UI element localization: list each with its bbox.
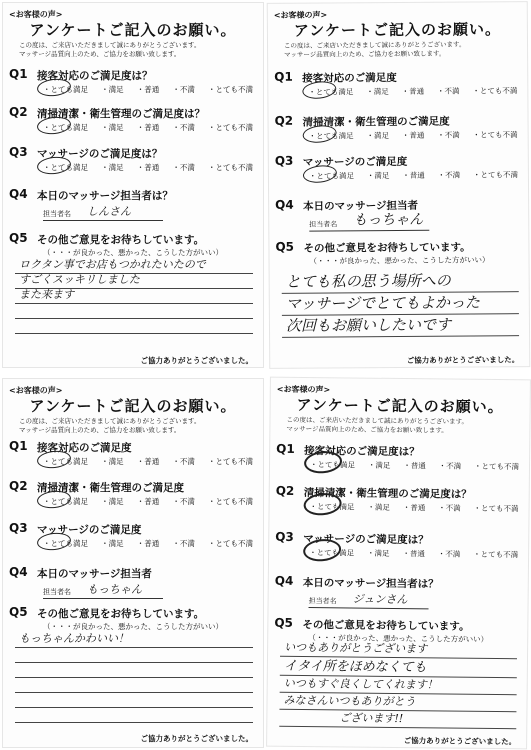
staff-name-handwritten: しんさん [87, 205, 131, 218]
voice-tag: <お客様の声> [273, 10, 328, 20]
option-satisfied[interactable]: ・満足 [366, 87, 389, 97]
option-satisfied[interactable]: ・満足 [367, 460, 391, 470]
question-4: Q4 本日のマッサージ担当者 担当者名 もっちゃん [275, 196, 522, 198]
rating-options [43, 84, 257, 95]
option-very-dissatisfied[interactable]: ・とても不満 [473, 549, 519, 560]
comment-line: ございます!! [279, 710, 516, 729]
survey-card-1: <お客様の声> アンケートご記入のお願い。 この度は、ご来店いただきまして誠にありがとうございます。 マッサージ品質向上のため、ご協力をお願い致します。 Q1 接客対応のご満足度は？ ・とても満足 ・満足 ・普通 ・不満 ・とても不満 Q2 清掃清潔・衛生管理のご満足度は？ ・とても満足 ・満足 ・普通 ・不満 ・とても不満 Q3 マッサージのご満足度は？ ・とても満足 ・満足 ・普通 ・不満 ・とても不満 Q4 本日のマッサージ担当者は？ 担当者名 しんさん Q5 その他ご意見をお待ちしています。 （・・・が良かった、悪かった、こうした方がいい） ロクタン事でお店もつかれたいたので すごくスッキリしました また来ます ご協力ありがとうございました。 [2, 2, 264, 368]
option-normal[interactable]: ・普通 [402, 503, 426, 513]
option-dissatisfied[interactable]: ・不満 [437, 549, 461, 559]
survey-card-3: <お客様の声> アンケートご記入のお願い。 この度は、ご来店いただきまして誠にありがとうございます。 マッサージ品質向上のため、ご協力をお願い致します。 Q1 接客対応のご満足度 ・とても満足 ・満足 ・普通 ・不満 ・とても不満 Q2 清掃清潔・衛生管理のご満足度 ・とても満足 ・満足 ・普通 ・不満 ・とても不満 Q3 マッサージのご満足度 ・とても満足 ・満足 ・普通 ・不満 ・とても不満 Q4 本日のマッサージ担当者 担当者名 もっちゃん Q5 その他ご意見をお待ちしています。 （・・・が良かった、悪かった、こうした方がいい） もっちゃんかわいい！ ご協力ありがとうございました。 [2, 378, 264, 748]
question-2: Q2 清掃清潔・衛生管理のご満足度は？ ・とても満足 ・満足 ・普通 ・不満 ・とても不満 [276, 484, 523, 487]
question-5: Q5 その他ご意見をお待ちしています。 （・・・が良かった、悪かった、こうした方がいい） [275, 239, 490, 266]
option-very-dissatisfied[interactable]: ・とても不満 [208, 497, 253, 506]
option-very-dissatisfied[interactable]: ・とても不満 [472, 130, 518, 140]
option-dissatisfied[interactable]: ・不満 [436, 86, 460, 96]
option-very-satisfied[interactable]: ・とても満足 [310, 501, 355, 512]
comment-area[interactable] [15, 259, 253, 334]
comment-line [15, 304, 253, 319]
option-dissatisfied[interactable]: ・不満 [437, 130, 460, 140]
comment-line [15, 663, 253, 678]
option-normal[interactable]: ・普通 [136, 85, 160, 94]
rating-options [310, 459, 523, 472]
rating-options [43, 496, 257, 507]
option-very-satisfied[interactable]: ・とても満足 [43, 162, 88, 173]
option-very-dissatisfied[interactable]: ・とても不満 [473, 503, 519, 514]
option-dissatisfied[interactable]: ・不満 [172, 457, 195, 466]
option-dissatisfied[interactable]: ・不満 [438, 503, 461, 513]
comment-line [15, 648, 253, 663]
rating-options [310, 501, 523, 514]
option-satisfied[interactable]: ・満足 [367, 502, 391, 512]
option-normal[interactable]: ・普通 [401, 86, 425, 96]
option-very-satisfied[interactable]: ・とても満足 [43, 84, 88, 95]
question-4: Q4 本日のマッサージ担当者は？ 担当者名 ジュンさん [275, 574, 522, 577]
option-very-satisfied[interactable]: ・とても満足 [310, 459, 355, 470]
option-satisfied[interactable]: ・満足 [101, 123, 124, 132]
question-3: Q3 マッサージのご満足度 ・とても満足 ・満足 ・普通 ・不満 ・とても不満 [275, 152, 522, 154]
question-1: Q1 接客対応のご満足度 ・とても満足 ・満足 ・普通 ・不満 ・とても不満 [274, 68, 521, 70]
option-very-satisfied[interactable]: ・とても満足 [43, 456, 88, 467]
comment-line: いつもありがとうございます [280, 640, 517, 659]
option-very-dissatisfied[interactable]: ・とても不満 [208, 85, 253, 94]
staff-name-field[interactable]: 担当者名 ジュンさん [309, 594, 429, 609]
comment-area[interactable] [282, 270, 519, 338]
option-very-satisfied[interactable]: ・とても満足 [309, 547, 354, 558]
comment-line: いつもすぐ良くしてくれます！ [280, 676, 517, 695]
comment-line [15, 319, 253, 334]
option-normal[interactable]: ・普通 [136, 123, 160, 132]
comment-line: もっちゃんかわいい！ [15, 633, 253, 648]
comment-area[interactable] [15, 633, 253, 723]
option-very-satisfied[interactable]: ・とても満足 [43, 496, 88, 507]
option-dissatisfied[interactable]: ・不満 [172, 497, 195, 506]
rating-options [308, 85, 521, 97]
option-satisfied[interactable]: ・満足 [101, 163, 124, 172]
question-3: Q3 マッサージのご満足度は？ ・とても満足 ・満足 ・普通 ・不満 ・とても不満 [275, 530, 522, 533]
survey-title: アンケートご記入のお願い。 [29, 397, 237, 415]
option-dissatisfied[interactable]: ・不満 [172, 163, 195, 172]
question-1: Q1 接客対応のご満足度は？ ・とても満足 ・満足 ・普通 ・不満 ・とても不満 [276, 442, 523, 445]
staff-name-field[interactable]: 担当者名 しんさん [43, 207, 163, 221]
comment-line: マッサージでとてもよかった [282, 292, 519, 316]
comment-area[interactable] [279, 640, 517, 729]
option-dissatisfied[interactable]: ・不満 [438, 461, 462, 471]
option-satisfied[interactable]: ・満足 [101, 539, 124, 548]
comment-line: とても私の思う場所への [282, 270, 519, 294]
rating-options [43, 456, 257, 467]
option-normal[interactable]: ・普通 [401, 130, 425, 140]
option-normal[interactable]: ・普通 [136, 457, 160, 466]
option-very-satisfied[interactable]: ・とても満足 [308, 86, 353, 97]
thanks-note: ご協力ありがとうございました。 [140, 734, 253, 743]
option-dissatisfied[interactable]: ・不満 [172, 123, 195, 132]
rating-options [309, 547, 522, 560]
rating-options [43, 122, 257, 133]
voice-tag: <お客様の声> [9, 386, 63, 395]
option-satisfied[interactable]: ・満足 [101, 497, 124, 506]
option-very-dissatisfied[interactable]: ・とても不満 [208, 539, 253, 548]
thanks-note: ご協力ありがとうございました。 [140, 356, 253, 365]
option-dissatisfied[interactable]: ・不満 [437, 170, 461, 180]
option-dissatisfied[interactable]: ・不満 [172, 85, 195, 94]
voice-tag: <お客様の声> [276, 384, 331, 395]
option-very-satisfied[interactable]: ・とても満足 [43, 538, 88, 549]
rating-options [43, 162, 257, 173]
option-very-satisfied[interactable]: ・とても満足 [43, 122, 88, 133]
intro-text: この度は、ご来店いただきまして誠にありがとうございます。 マッサージ品質向上のため、ご協力をお願い致します。 [19, 417, 201, 434]
comment-line: すごくスッキリしました [15, 274, 253, 289]
option-normal[interactable]: ・普通 [136, 163, 160, 172]
comment-line [15, 678, 253, 693]
option-very-dissatisfied[interactable]: ・とても不満 [208, 457, 253, 466]
staff-name-field[interactable]: 担当者名 もっちゃん [43, 585, 163, 599]
option-very-dissatisfied[interactable]: ・とても不満 [208, 123, 253, 132]
voice-tag: <お客様の声> [9, 10, 63, 19]
option-satisfied[interactable]: ・満足 [366, 131, 390, 141]
thanks-note: ご協力ありがとうございました。 [403, 736, 517, 747]
thanks-note: ご協力ありがとうございました。 [406, 355, 520, 365]
intro-text: この度は、ご来店いただきまして誠にありがとうございます。 マッサージ品質向上のため、ご協力をお願い致します。 [286, 415, 469, 435]
survey-title: アンケートご記入のお願い。 [293, 20, 502, 40]
comment-line: みなさんいつもありがとう [279, 693, 516, 712]
survey-title: アンケートご記入のお願い。 [29, 21, 237, 39]
comment-line: 次回もお願いしたいです [282, 314, 519, 338]
comment-line: ロクタン事でお店もつかれたいたので [15, 259, 253, 274]
option-very-satisfied[interactable]: ・とても満足 [309, 130, 354, 141]
option-very-dissatisfied[interactable]: ・とても不満 [208, 163, 253, 172]
option-very-dissatisfied[interactable]: ・とても不満 [472, 86, 518, 96]
option-normal[interactable]: ・普通 [403, 461, 426, 471]
staff-name-handwritten: もっちゃん [353, 211, 424, 229]
option-very-dissatisfied[interactable]: ・とても不満 [473, 461, 520, 472]
intro-text: この度は、ご来店いただきまして誠にありがとうございます。 マッサージ品質向上のため、ご協力をお願い致します。 [19, 41, 201, 58]
option-satisfied[interactable]: ・満足 [101, 85, 124, 94]
question-2: Q2 清掃清潔・衛生管理のご満足度 ・とても満足 ・満足 ・普通 ・不満 ・とても不満 [275, 112, 522, 114]
option-normal[interactable]: ・普通 [402, 549, 425, 559]
option-satisfied[interactable]: ・満足 [366, 171, 390, 181]
staff-name-handwritten: もっちゃん [87, 583, 142, 596]
rating-options [43, 538, 257, 549]
option-very-satisfied[interactable]: ・とても満足 [309, 170, 354, 181]
survey-card-2 [267, 1, 531, 369]
option-satisfied[interactable]: ・満足 [366, 548, 390, 558]
survey-card-4 [266, 377, 531, 750]
staff-name-field[interactable]: 担当者名 もっちゃん [309, 217, 429, 232]
option-very-dissatisfied[interactable]: ・とても不満 [472, 170, 518, 180]
question-5: Q5 その他ご意見をお待ちしています。 （・・・が良かった、悪かった、こうした方がいい） [274, 615, 489, 644]
option-satisfied[interactable]: ・満足 [101, 457, 124, 466]
option-normal[interactable]: ・普通 [136, 539, 160, 548]
rating-options [309, 169, 522, 181]
comment-line: また来ます [15, 289, 253, 304]
comment-line [15, 693, 253, 708]
option-dissatisfied[interactable]: ・不満 [172, 539, 195, 548]
survey-title: アンケートご記入のお願い。 [296, 395, 504, 417]
rating-options [309, 129, 522, 141]
intro-text: この度は、ご来店いただきまして誠にありがとうございます。 マッサージ品質向上のため、ご協力をお願い致します。 [283, 40, 466, 59]
option-normal[interactable]: ・普通 [136, 497, 160, 506]
comment-line [15, 708, 253, 723]
comment-line: イタイ所をほめなくても [280, 657, 517, 678]
option-normal[interactable]: ・普通 [402, 170, 425, 180]
staff-name-handwritten: ジュンさん [352, 592, 408, 607]
